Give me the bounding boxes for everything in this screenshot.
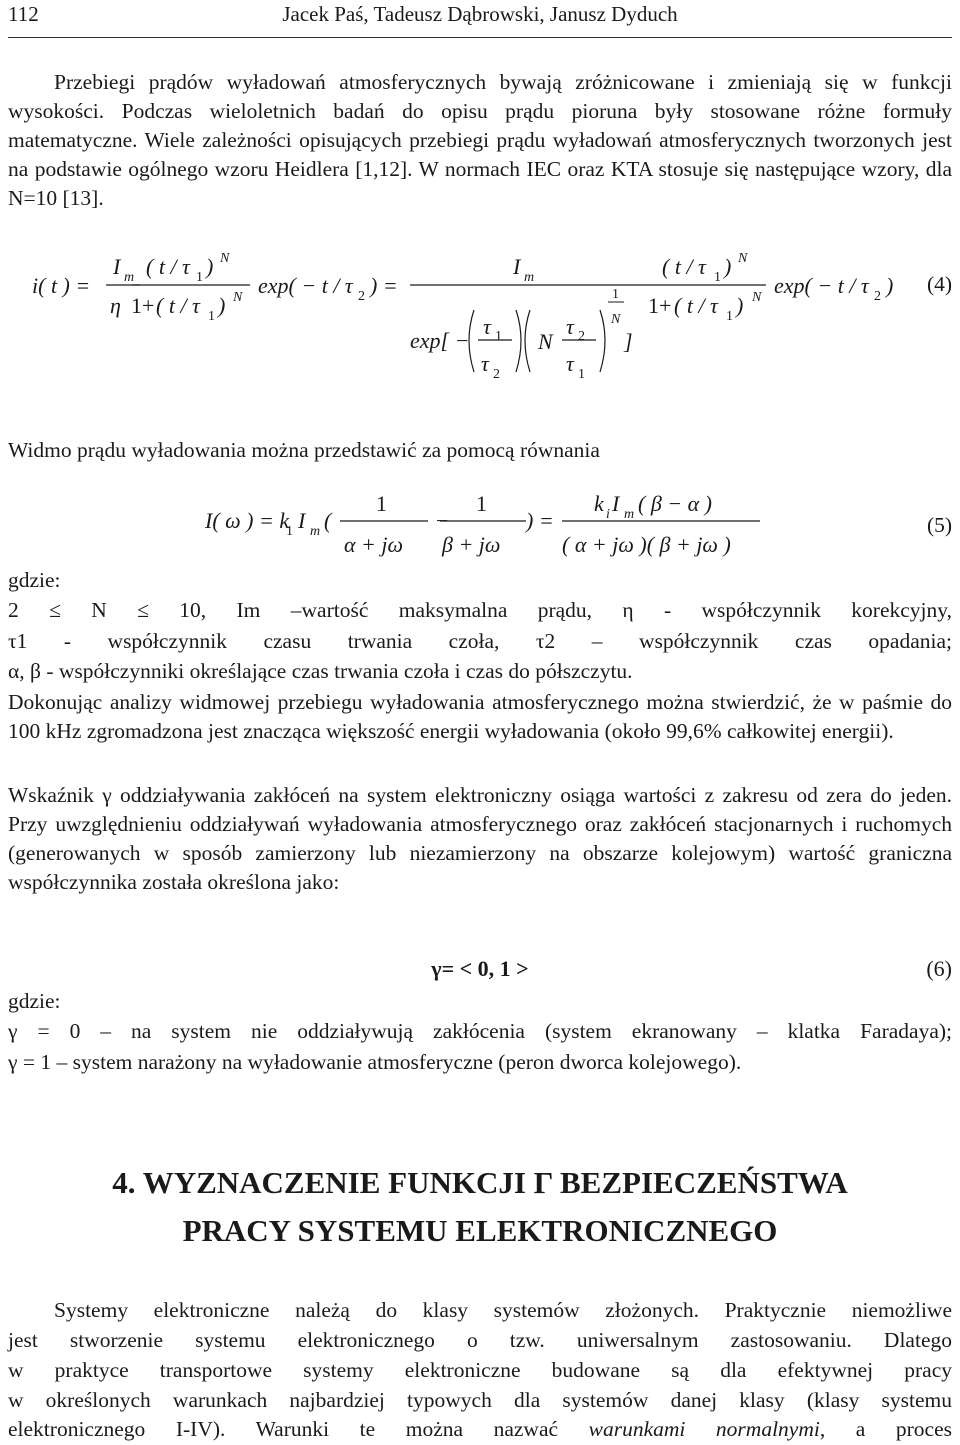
svg-text:]: ] bbox=[624, 329, 633, 354]
where-label: gdzie: bbox=[8, 989, 61, 1013]
svg-text:k: k bbox=[594, 491, 604, 516]
equation-4 bbox=[32, 251, 893, 382]
section-heading-line: 4. WYZNACZENIE FUNKCJI Γ BEZPIECZEŃSTWA bbox=[112, 1165, 848, 1200]
running-head-authors: Jacek Paś, Tadeusz Dąbrowski, Janusz Dyduch bbox=[282, 2, 678, 26]
svg-text:1: 1 bbox=[196, 270, 203, 285]
svg-text:τ: τ bbox=[483, 314, 491, 339]
svg-text:m: m bbox=[624, 507, 635, 522]
svg-text:exp( − t / τ: exp( − t / τ bbox=[258, 273, 353, 298]
equation-6-number: (6) bbox=[926, 956, 952, 981]
page-number: 112 bbox=[8, 2, 39, 26]
svg-text:1: 1 bbox=[286, 524, 293, 539]
svg-text:N: N bbox=[738, 251, 748, 266]
svg-text:( t / τ: ( t / τ bbox=[674, 293, 718, 318]
svg-text:1: 1 bbox=[726, 309, 733, 324]
svg-text:α + jω: α + jω bbox=[344, 532, 404, 557]
section-heading-line: PRACY SYSTEMU ELEKTRONICZNEGO bbox=[182, 1213, 778, 1248]
svg-text:m: m bbox=[310, 524, 321, 539]
svg-text:η: η bbox=[110, 293, 121, 318]
svg-text:I: I bbox=[513, 254, 521, 279]
svg-text:): ) bbox=[218, 293, 226, 318]
paragraph-line-last bbox=[8, 1415, 952, 1444]
definition-line: τ1 - współczynnik czasu trwania czoła, τ2 – współczynnik czas opadania; bbox=[8, 629, 952, 653]
paragraph-line: Systemy elektroniczne należą do klasy systemów złożonych. Praktycznie niemożliwe bbox=[54, 1298, 952, 1322]
section-heading bbox=[8, 1159, 952, 1255]
definition-line: 2 ≤ N ≤ 10, Im –wartość maksymalna prądu, η - współczynnik korekcyjny, bbox=[8, 598, 952, 622]
svg-text:1: 1 bbox=[714, 270, 721, 285]
header-rule bbox=[8, 37, 952, 38]
equation-5-number: (5) bbox=[927, 513, 953, 537]
svg-text:1: 1 bbox=[476, 491, 487, 516]
svg-text:): ) bbox=[206, 254, 214, 279]
svg-text:( t / τ: ( t / τ bbox=[662, 254, 706, 279]
svg-text:τ: τ bbox=[566, 314, 574, 339]
svg-text:i( t ) =: i( t ) = bbox=[32, 273, 91, 298]
svg-text:exp( − t / τ: exp( − t / τ bbox=[774, 273, 869, 298]
svg-text:): ) bbox=[736, 293, 744, 318]
paragraph-line: w określonych warunkach najbardziej typowych dla systemów danej klasy (klasy systemu bbox=[8, 1388, 952, 1412]
svg-text:N: N bbox=[611, 312, 621, 327]
svg-text:τ: τ bbox=[481, 351, 489, 376]
svg-text:2: 2 bbox=[578, 329, 585, 344]
equation-6 bbox=[8, 954, 952, 984]
svg-text:): ) bbox=[724, 254, 732, 279]
svg-text:−: − bbox=[436, 508, 449, 533]
svg-text:I: I bbox=[298, 508, 306, 533]
svg-text:I: I bbox=[612, 491, 620, 516]
gamma-definition: γ = 1 – system narażony na wyładowanie atmosferyczne (peron dworca kolejowego). bbox=[8, 1050, 742, 1074]
svg-text:2: 2 bbox=[874, 289, 881, 304]
svg-text:1: 1 bbox=[578, 367, 585, 382]
svg-text:N: N bbox=[538, 329, 553, 354]
svg-text:N: N bbox=[752, 290, 762, 305]
emphasized-term: warunkami normalnymi bbox=[588, 1417, 820, 1441]
svg-text:): ) bbox=[886, 273, 894, 298]
svg-text:1: 1 bbox=[495, 329, 502, 344]
svg-text:1: 1 bbox=[208, 309, 215, 324]
svg-text:1: 1 bbox=[376, 491, 387, 516]
page-header bbox=[8, 0, 952, 28]
svg-text:1+: 1+ bbox=[648, 293, 672, 318]
svg-text:2: 2 bbox=[358, 289, 365, 304]
equation-4-number: (4) bbox=[927, 272, 953, 296]
svg-text:1+: 1+ bbox=[131, 293, 155, 318]
paragraph-line: jest stworzenie systemu elektronicznego o tzw. uniwersalnym zastosowaniu. Dlatego bbox=[8, 1328, 952, 1352]
svg-text:2: 2 bbox=[493, 367, 500, 382]
svg-text:I: I bbox=[113, 254, 121, 279]
svg-text:( α + jω )( β + jω ): ( α + jω )( β + jω ) bbox=[562, 532, 731, 557]
svg-text:β + jω: β + jω bbox=[442, 532, 501, 557]
paragraph-line: w praktyce transportowe systemy elektroniczne budowane są dla efektywnej pracy bbox=[8, 1358, 952, 1382]
svg-text:) =: ) = bbox=[526, 508, 554, 533]
text-run: elektronicznego I-IV). Warunki te można nazwać bbox=[8, 1417, 589, 1441]
svg-text:( β − α ): ( β − α ) bbox=[638, 491, 713, 516]
svg-text:1: 1 bbox=[612, 287, 619, 302]
svg-text:m: m bbox=[124, 270, 135, 285]
svg-text:N: N bbox=[220, 251, 230, 266]
svg-text:( t / τ: ( t / τ bbox=[146, 254, 190, 279]
svg-text:N: N bbox=[233, 290, 243, 305]
svg-text:I( ω ) = k: I( ω ) = k bbox=[205, 508, 290, 533]
paragraph-spectral-analysis: Dokonując analizy widmowej przebiegu wyładowania atmosferycznego można stwierdzić, że w paśmie do 100 kHz zgromadzona jest znacząca większość energii wyładowania (około 99,6% całkowitej energii). bbox=[8, 690, 952, 743]
svg-text:(: ( bbox=[324, 508, 332, 533]
spectrum-intro: Widmo prądu wyładowania można przedstawić za pomocą równania bbox=[8, 438, 600, 462]
svg-text:τ: τ bbox=[566, 351, 574, 376]
svg-text:m: m bbox=[524, 270, 535, 285]
svg-text:exp[ −: exp[ − bbox=[410, 328, 470, 353]
where-label: gdzie: bbox=[8, 568, 61, 592]
equation-5 bbox=[204, 491, 760, 557]
definition-line: α, β - współczynniki określające czas trwania czoła i czas do półszczytu. bbox=[8, 659, 633, 683]
equation-6-formula: γ= < 0, 1 > bbox=[431, 956, 529, 981]
paragraph-lightning-currents: Przebiegi prądów wyładowań atmosferycznych bywają zróżnicowane i zmieniają się w funkcji wysokości. Podczas wieloletnich badań do opisu prądu pioruna były stosowane różne formuły matematyczne. Wiele zależności opisujących przebiegi prądu wyładowań atmosferycznych tworzonych jest na podstawie ogólnego wzoru Heidlera [1,12]. W normach IEC oraz KTA stosuje się następujące wzory, dla N=10 [13]. bbox=[8, 70, 952, 210]
text-run: , a proces bbox=[819, 1417, 953, 1441]
paragraph-gamma-index: Wskaźnik γ oddziaływania zakłóceń na system elektroniczny osiąga wartości z zakresu od zera do jeden. Przy uwzględnieniu oddziaływań wyładowania atmosferycznego oraz zakłóceń stacjonarnych i ruchomych (generowanych w sposób zamierzony lub niezamierzony na obszarze kolejowym) wartość graniczna współczynnika została określona jako: bbox=[8, 783, 952, 894]
svg-text:( t / τ: ( t / τ bbox=[156, 293, 200, 318]
gamma-definition: γ = 0 – na system nie oddziaływują zakłócenia (system ekranowany – klatka Faradaya); bbox=[8, 1019, 952, 1043]
svg-text:) =: ) = bbox=[370, 273, 398, 298]
svg-text:i: i bbox=[606, 507, 610, 522]
